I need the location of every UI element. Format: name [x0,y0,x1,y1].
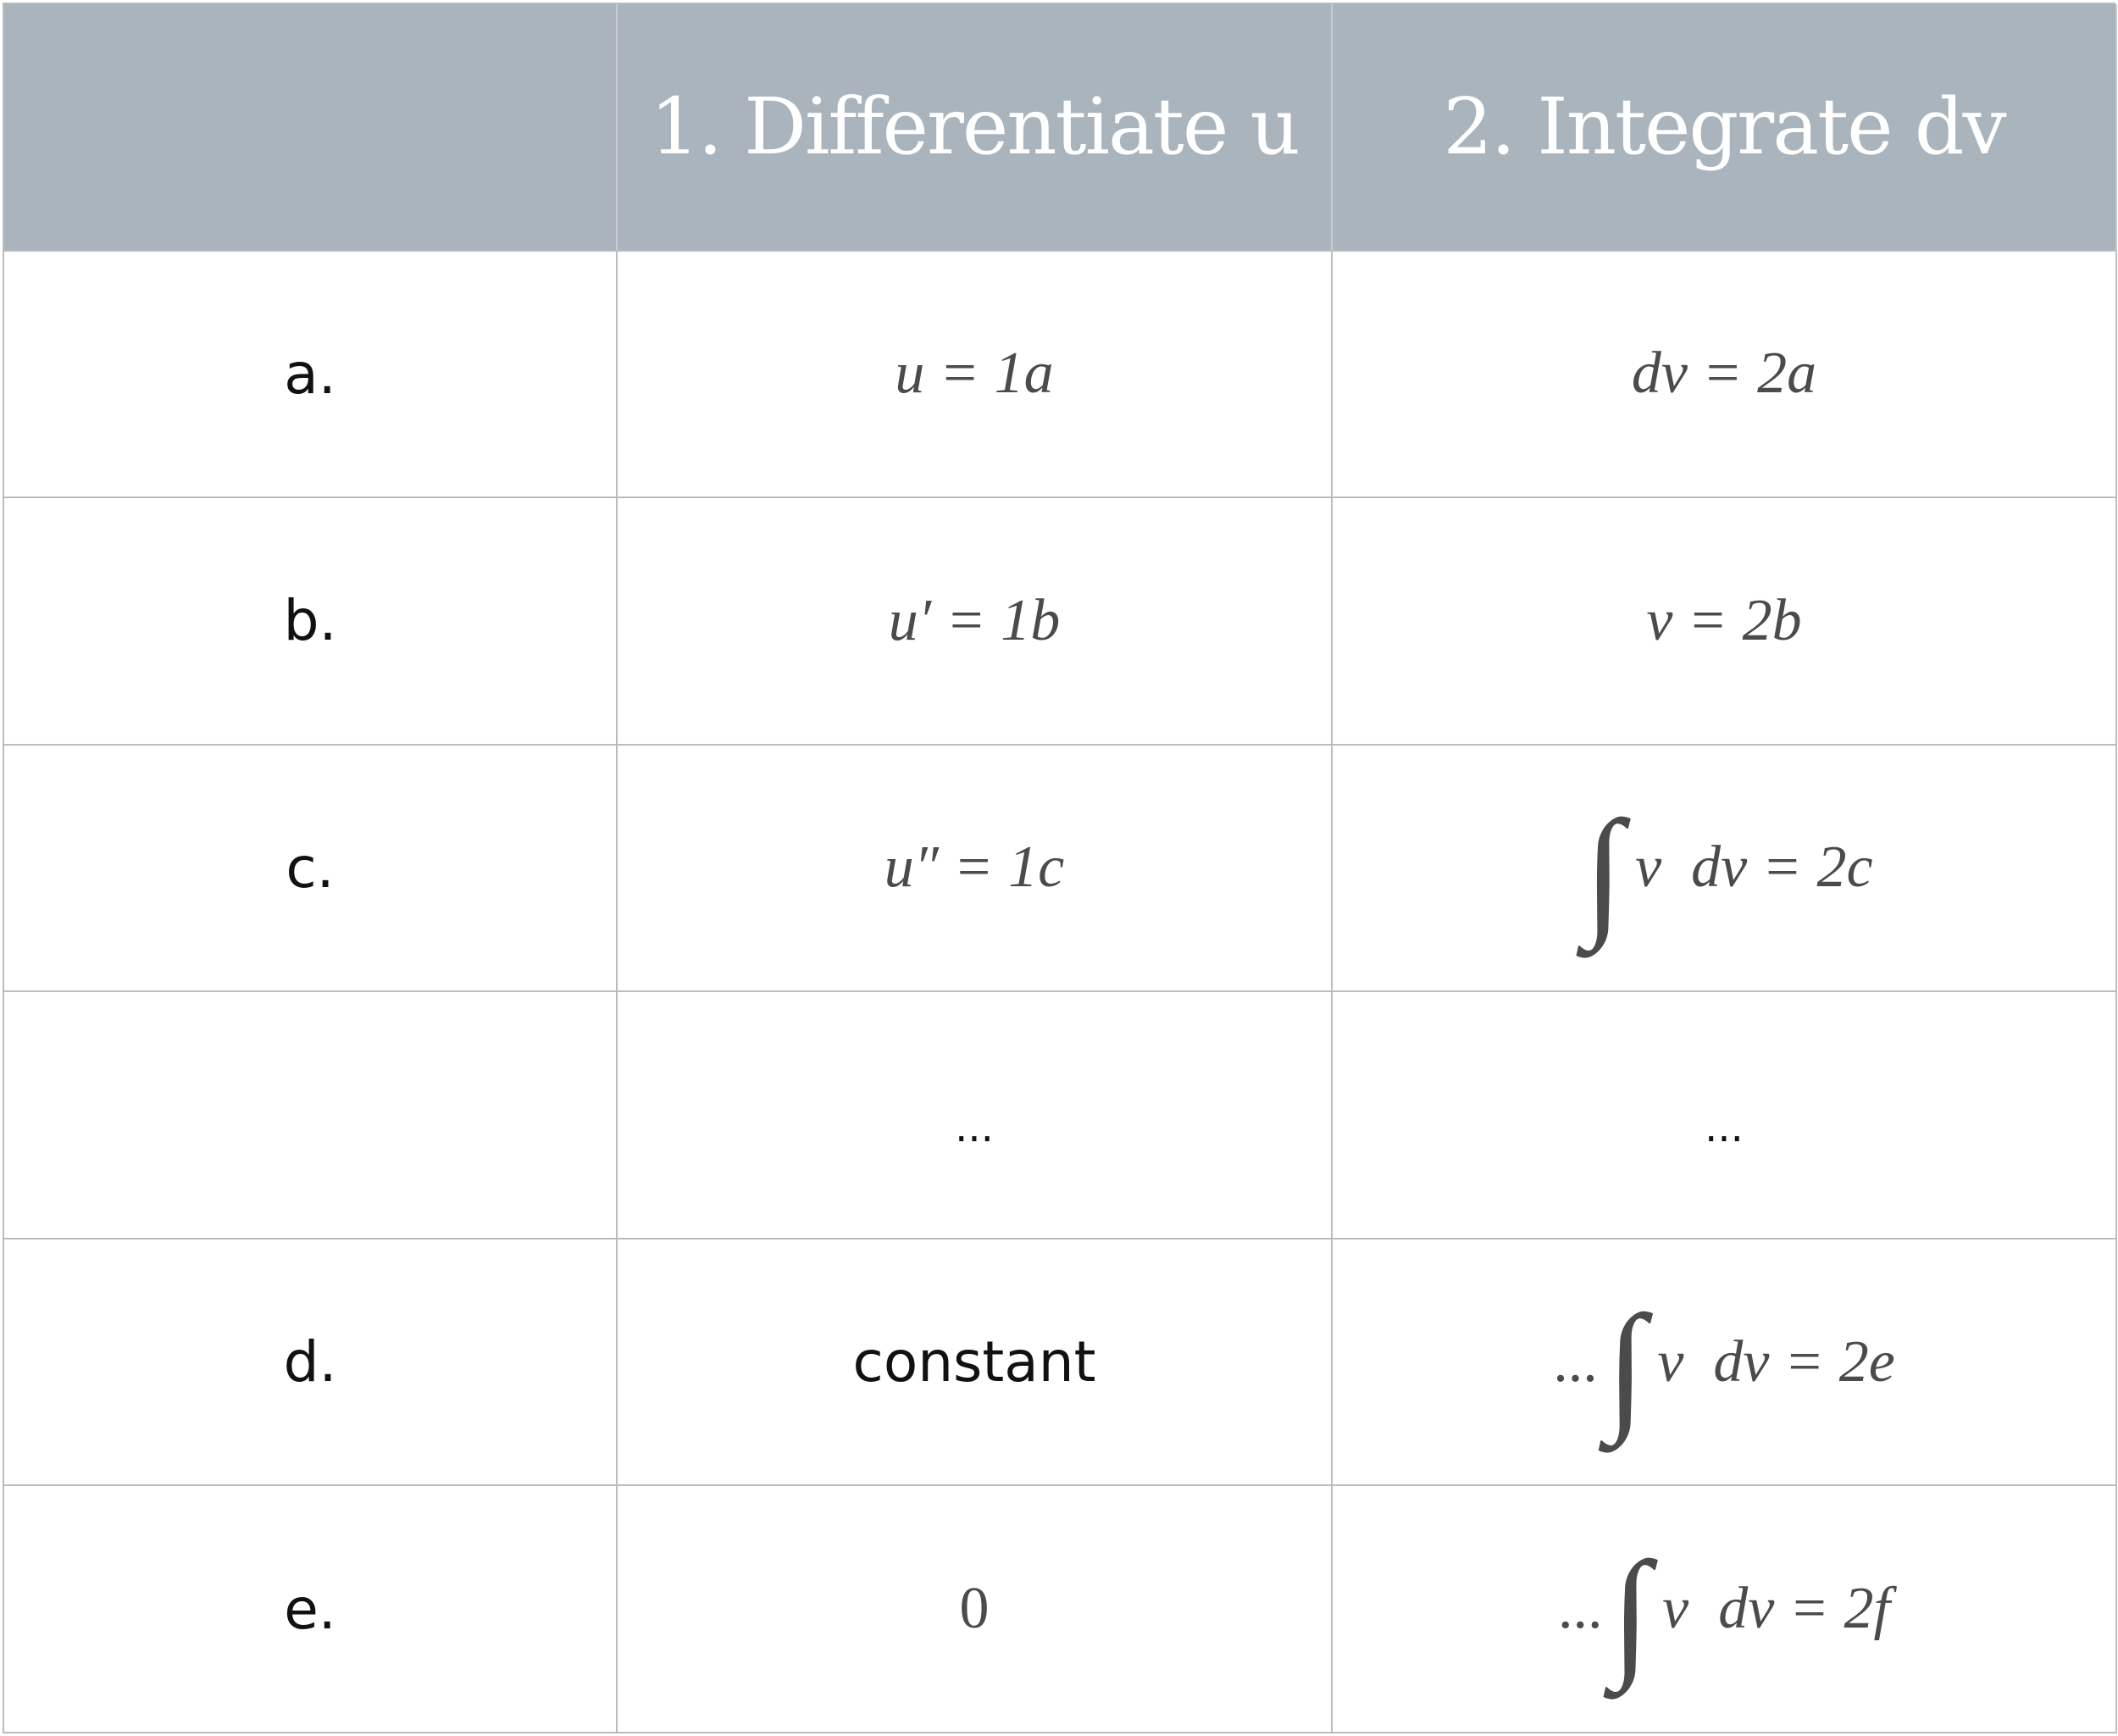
integral-sign: ∫ [1583,791,1624,951]
integrate-cell: ... [1333,992,2117,1240]
header-integrate: 2. Integrate dv [1333,4,2117,252]
header-corner [4,4,618,252]
row-label: b. [4,498,618,746]
differentiate-cell: ... [618,992,1333,1240]
integral-body: v dv = 2c [1635,835,1873,901]
row-label: e. [4,1486,618,1733]
integrate-cell: dv = 2a [1333,252,2117,499]
parts-table [3,3,2115,1733]
integrate-cell [1333,1486,2117,1733]
integral-expression [1575,791,1873,951]
ellipsis-prefix: ... [1558,1576,1603,1642]
differentiate-cell: 0 [618,1486,1333,1733]
integrate-cell: v = 2b [1333,498,2117,746]
row-label [4,992,618,1240]
integral-body: v dv = 2e [1657,1328,1895,1395]
integral-sign: ∫ [1605,1285,1646,1445]
row-label: a. [4,252,618,499]
row-label: d. [4,1240,618,1487]
differentiate-cell: constant [618,1240,1333,1487]
integral-sign: ∫ [1611,1533,1651,1693]
integrate-cell [1333,1240,2117,1487]
differentiate-cell: u = 1a [618,252,1333,499]
differentiate-cell: u″ = 1c [618,746,1333,993]
integral-expression [1553,1285,1895,1445]
differentiate-cell: u′ = 1b [618,498,1333,746]
integral-body: v dv = 2f [1662,1576,1890,1642]
header-differentiate: 1. Differentiate u [618,4,1333,252]
row-label: c. [4,746,618,993]
ellipsis-prefix: ... [1553,1328,1598,1395]
integral-expression [1558,1533,1890,1693]
integrate-cell [1333,746,2117,993]
